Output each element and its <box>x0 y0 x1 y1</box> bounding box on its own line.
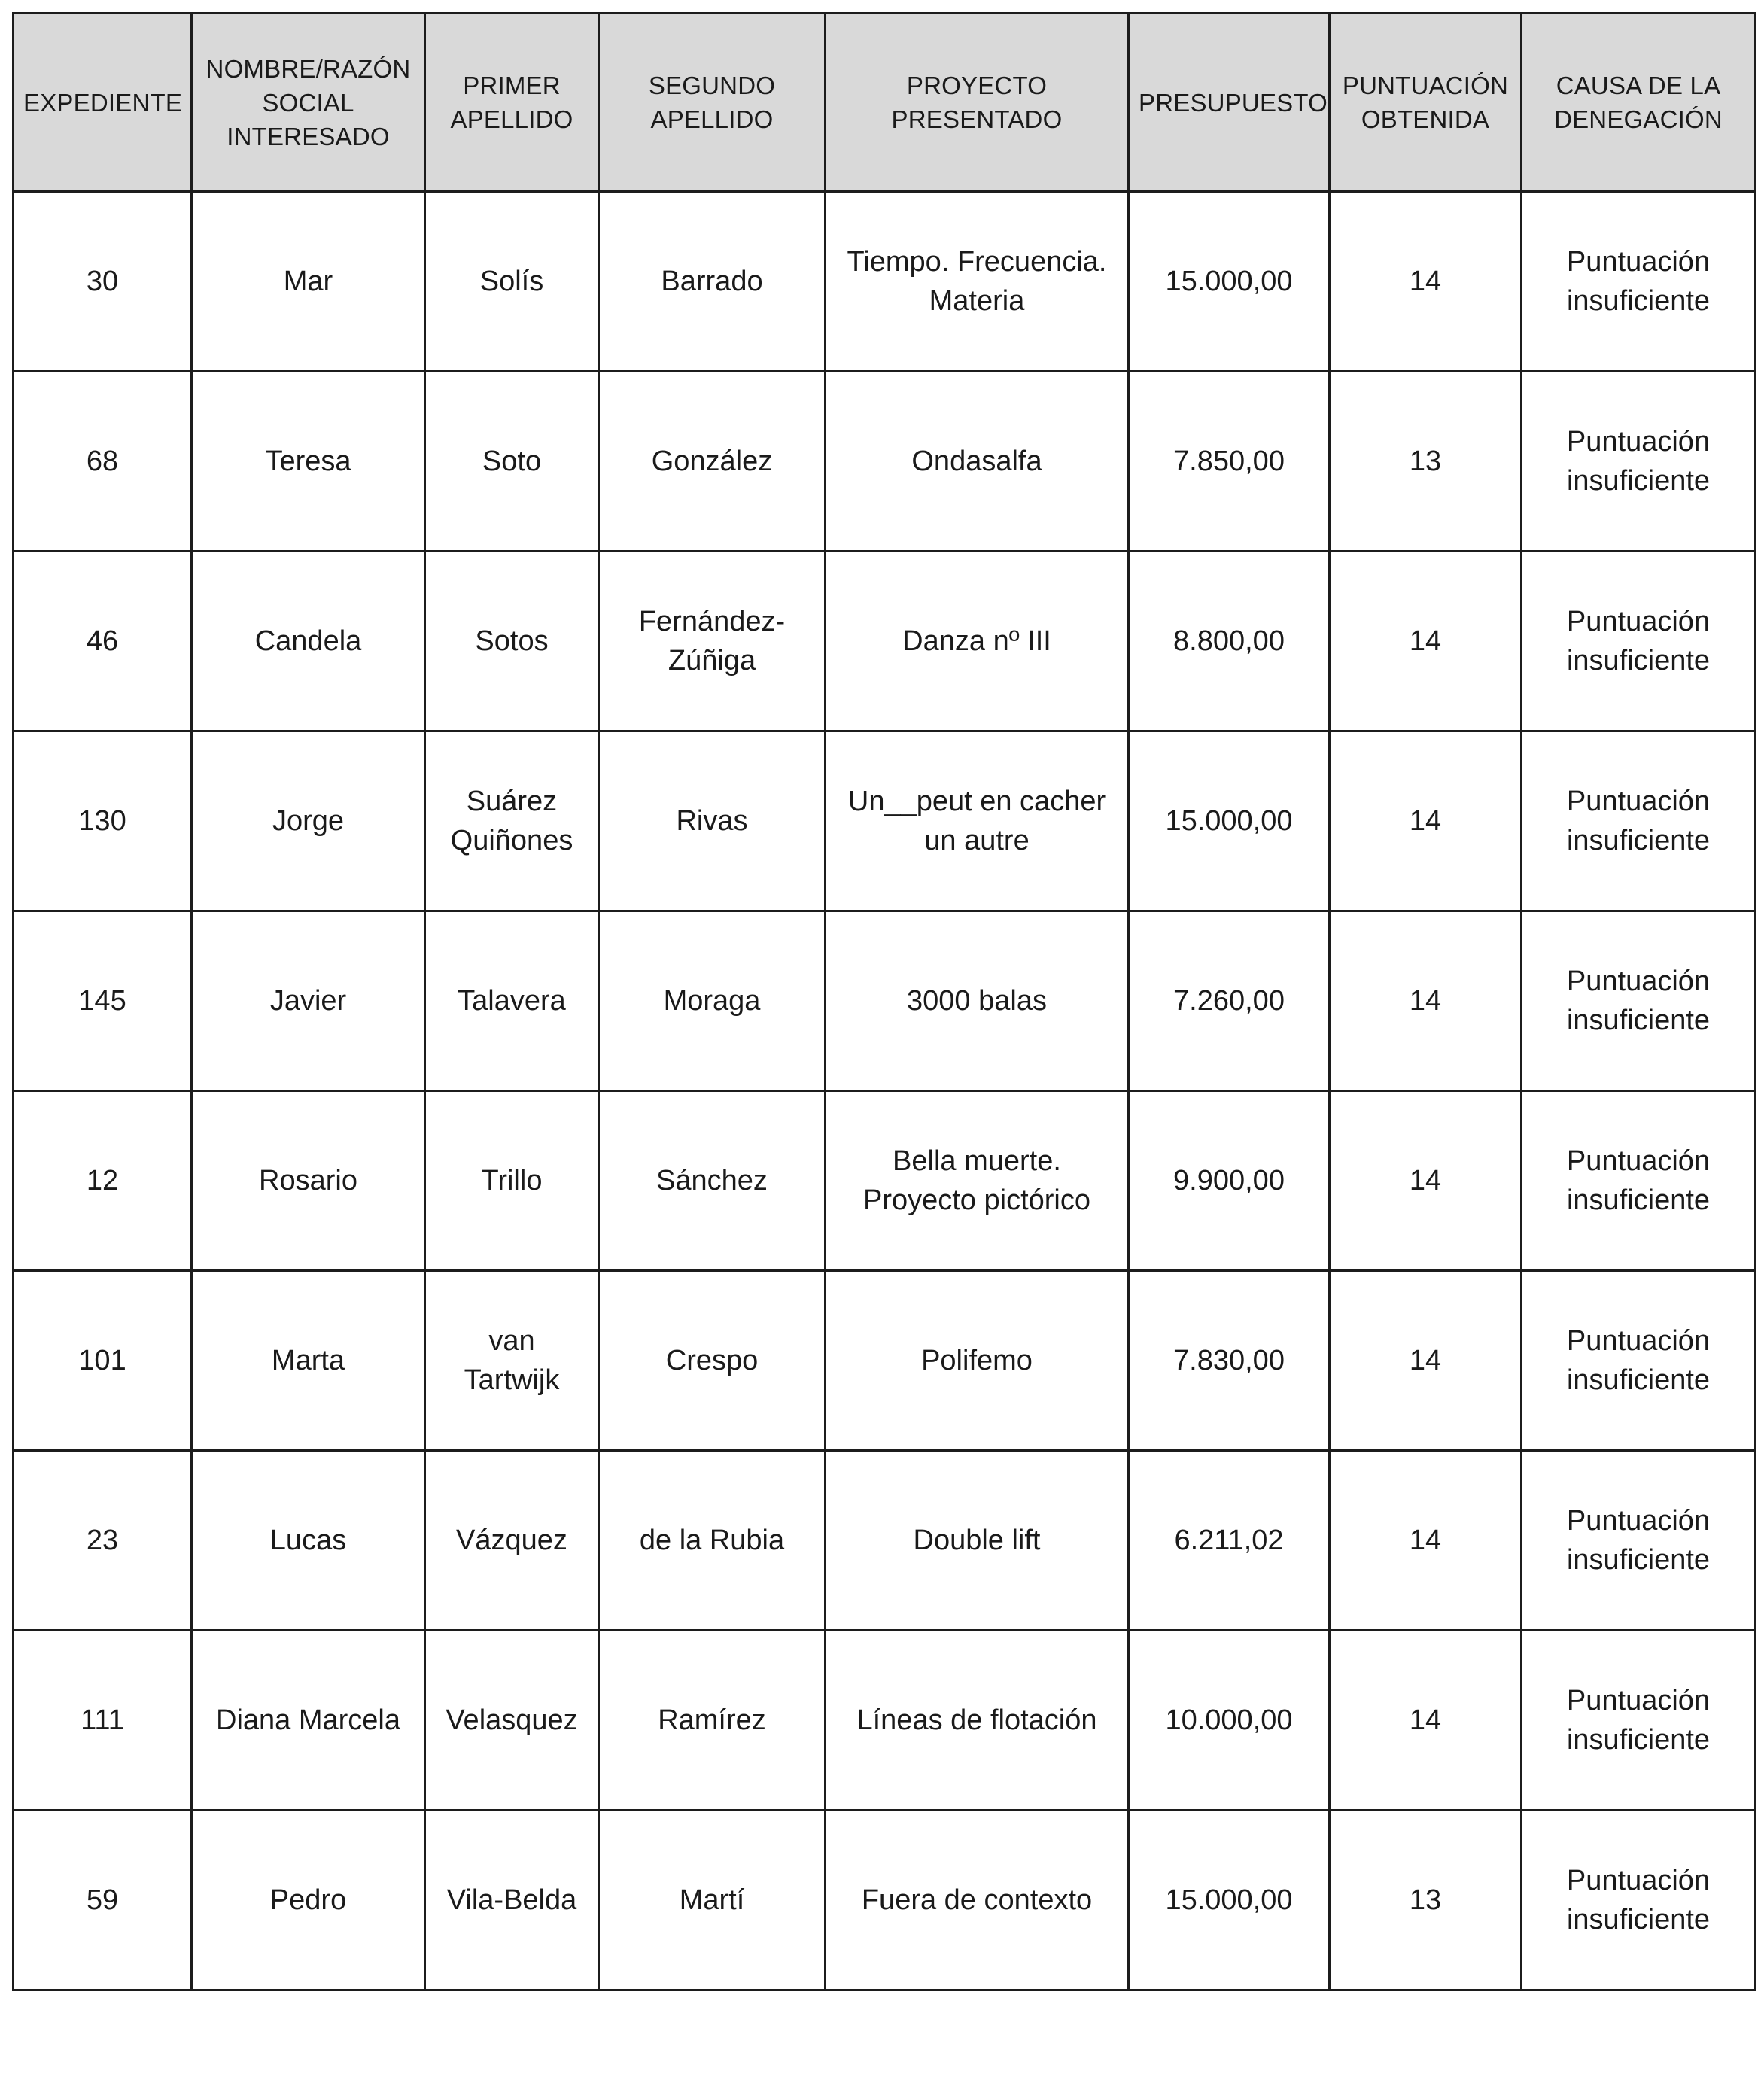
cell-expediente: 145 <box>14 911 192 1091</box>
cell-expediente: 111 <box>14 1631 192 1811</box>
table-row <box>14 1091 1756 1271</box>
cell-puntuacion: 14 <box>1330 1271 1522 1451</box>
header-causa: CAUSA DE LA DENEGACIÓN <box>1522 14 1756 192</box>
cell-primer-apellido: van Tartwijk <box>425 1271 599 1451</box>
cell-primer-apellido: Soto <box>425 372 599 552</box>
cell-nombre: Candela <box>192 552 425 731</box>
cell-expediente: 130 <box>14 731 192 911</box>
cell-expediente: 12 <box>14 1091 192 1271</box>
header-nombre: NOMBRE/RAZÓN SOCIAL INTERESADO <box>192 14 425 192</box>
cell-causa: Puntuación insuficiente <box>1522 1631 1756 1811</box>
cell-puntuacion: 14 <box>1330 192 1522 372</box>
cell-nombre: Rosario <box>192 1091 425 1271</box>
table-row <box>14 1631 1756 1811</box>
header-segundo-apellido: SEGUNDO APELLIDO <box>599 14 826 192</box>
cell-presupuesto: 8.800,00 <box>1129 552 1330 731</box>
cell-presupuesto: 15.000,00 <box>1129 1811 1330 1990</box>
cell-expediente: 46 <box>14 552 192 731</box>
cell-segundo-apellido: Barrado <box>599 192 826 372</box>
cell-puntuacion: 14 <box>1330 1091 1522 1271</box>
table-row <box>14 1271 1756 1451</box>
cell-primer-apellido: Vázquez <box>425 1451 599 1631</box>
cell-causa: Puntuación insuficiente <box>1522 731 1756 911</box>
cell-nombre: Mar <box>192 192 425 372</box>
cell-primer-apellido: Talavera <box>425 911 599 1091</box>
cell-causa: Puntuación insuficiente <box>1522 372 1756 552</box>
cell-primer-apellido: Suárez Quiñones <box>425 731 599 911</box>
cell-puntuacion: 14 <box>1330 911 1522 1091</box>
table-row <box>14 552 1756 731</box>
header-primer-apellido: PRIMER APELLIDO <box>425 14 599 192</box>
cell-proyecto: 3000 balas <box>826 911 1129 1091</box>
cell-presupuesto: 7.850,00 <box>1129 372 1330 552</box>
cell-expediente: 68 <box>14 372 192 552</box>
cell-segundo-apellido: de la Rubia <box>599 1451 826 1631</box>
cell-segundo-apellido: Moraga <box>599 911 826 1091</box>
cell-segundo-apellido: Rivas <box>599 731 826 911</box>
cell-proyecto: Polifemo <box>826 1271 1129 1451</box>
cell-puntuacion: 13 <box>1330 1811 1522 1990</box>
cell-causa: Puntuación insuficiente <box>1522 911 1756 1091</box>
denial-table <box>12 12 1756 1991</box>
cell-primer-apellido: Solís <box>425 192 599 372</box>
cell-proyecto: Double lift <box>826 1451 1129 1631</box>
table-row <box>14 1451 1756 1631</box>
cell-presupuesto: 6.211,02 <box>1129 1451 1330 1631</box>
cell-causa: Puntuación insuficiente <box>1522 192 1756 372</box>
cell-segundo-apellido: Crespo <box>599 1271 826 1451</box>
table-row <box>14 911 1756 1091</box>
cell-nombre: Diana Marcela <box>192 1631 425 1811</box>
cell-nombre: Lucas <box>192 1451 425 1631</box>
cell-puntuacion: 14 <box>1330 1631 1522 1811</box>
table-row <box>14 372 1756 552</box>
cell-segundo-apellido: González <box>599 372 826 552</box>
cell-proyecto: Fuera de contexto <box>826 1811 1129 1990</box>
header-proyecto: PROYECTO PRESENTADO <box>826 14 1129 192</box>
cell-puntuacion: 13 <box>1330 372 1522 552</box>
table-row <box>14 192 1756 372</box>
cell-primer-apellido: Sotos <box>425 552 599 731</box>
cell-causa: Puntuación insuficiente <box>1522 1271 1756 1451</box>
cell-segundo-apellido: Fernández- Zúñiga <box>599 552 826 731</box>
cell-presupuesto: 7.260,00 <box>1129 911 1330 1091</box>
cell-presupuesto: 9.900,00 <box>1129 1091 1330 1271</box>
cell-causa: Puntuación insuficiente <box>1522 552 1756 731</box>
cell-puntuacion: 14 <box>1330 731 1522 911</box>
header-expediente: EXPEDIENTE <box>14 14 192 192</box>
cell-segundo-apellido: Ramírez <box>599 1631 826 1811</box>
cell-expediente: 23 <box>14 1451 192 1631</box>
header-puntuacion: PUNTUACIÓN OBTENIDA <box>1330 14 1522 192</box>
cell-proyecto: Danza nº III <box>826 552 1129 731</box>
table-row <box>14 731 1756 911</box>
cell-nombre: Javier <box>192 911 425 1091</box>
cell-nombre: Teresa <box>192 372 425 552</box>
cell-presupuesto: 15.000,00 <box>1129 192 1330 372</box>
cell-nombre: Marta <box>192 1271 425 1451</box>
cell-causa: Puntuación insuficiente <box>1522 1451 1756 1631</box>
cell-primer-apellido: Vila-Belda <box>425 1811 599 1990</box>
table-row <box>14 1811 1756 1990</box>
cell-primer-apellido: Trillo <box>425 1091 599 1271</box>
cell-presupuesto: 7.830,00 <box>1129 1271 1330 1451</box>
cell-nombre: Jorge <box>192 731 425 911</box>
cell-proyecto: Líneas de flotación <box>826 1631 1129 1811</box>
cell-proyecto: Ondasalfa <box>826 372 1129 552</box>
cell-proyecto: Bella muerte. Proyecto pictórico <box>826 1091 1129 1271</box>
cell-presupuesto: 15.000,00 <box>1129 731 1330 911</box>
cell-segundo-apellido: Martí <box>599 1811 826 1990</box>
cell-puntuacion: 14 <box>1330 1451 1522 1631</box>
cell-expediente: 59 <box>14 1811 192 1990</box>
cell-puntuacion: 14 <box>1330 552 1522 731</box>
cell-segundo-apellido: Sánchez <box>599 1091 826 1271</box>
cell-nombre: Pedro <box>192 1811 425 1990</box>
cell-primer-apellido: Velasquez <box>425 1631 599 1811</box>
cell-presupuesto: 10.000,00 <box>1129 1631 1330 1811</box>
cell-proyecto: Un__peut en cacher un autre <box>826 731 1129 911</box>
cell-causa: Puntuación insuficiente <box>1522 1091 1756 1271</box>
cell-expediente: 30 <box>14 192 192 372</box>
header-row <box>14 14 1756 192</box>
cell-proyecto: Tiempo. Frecuencia. Materia <box>826 192 1129 372</box>
cell-causa: Puntuación insuficiente <box>1522 1811 1756 1990</box>
header-presupuesto: PRESUPUESTO <box>1129 14 1330 192</box>
cell-expediente: 101 <box>14 1271 192 1451</box>
